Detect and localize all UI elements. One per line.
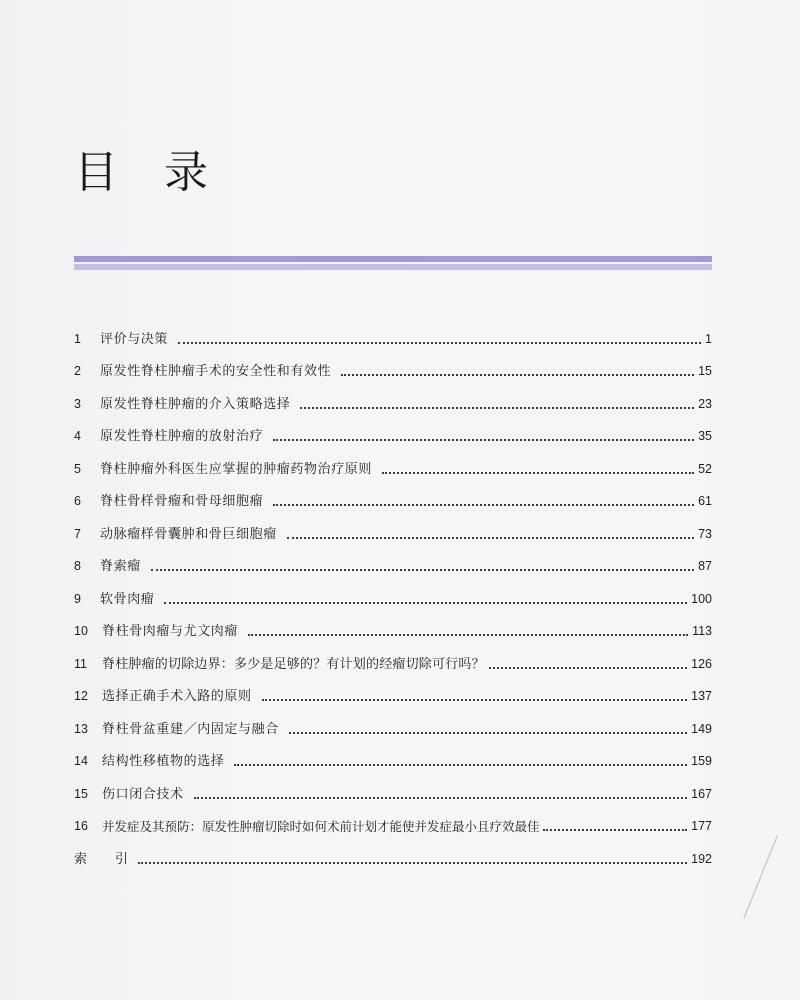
- dot-leader: [489, 666, 687, 669]
- dot-leader: [273, 503, 694, 506]
- toc-entry-16: [74, 804, 712, 837]
- dot-leader: [138, 861, 687, 864]
- toc-entry-13: [74, 706, 712, 739]
- toc-title: 脊柱骨肉瘤与尤文肉瘤: [102, 624, 239, 639]
- toc-index-title: 索引: [74, 851, 157, 867]
- toc-title: 脊索瘤: [100, 559, 141, 574]
- toc-title: 脊柱肿瘤外科医生应掌握的肿瘤药物治疗原则: [100, 461, 373, 477]
- title-bar-light-stripe: [74, 264, 712, 270]
- toc-number: 13: [74, 721, 88, 736]
- toc-number: 3: [74, 396, 81, 411]
- dot-leader: [151, 568, 694, 571]
- toc-number: 7: [74, 526, 81, 541]
- toc-title: 原发性脊柱肿瘤的放射治疗: [100, 429, 264, 444]
- toc-title: 原发性脊柱肿瘤手术的安全性和有效性: [100, 364, 332, 379]
- toc-entry-11: [74, 641, 712, 674]
- toc-page-number: 192: [691, 851, 712, 866]
- dot-leader: [341, 373, 694, 376]
- dot-leader: [543, 828, 688, 831]
- dot-leader: [194, 796, 688, 799]
- toc-title: 并发症及其预防：原发性肿瘤切除时如何术前计划才能使并发症最小且疗效最佳: [102, 819, 540, 834]
- toc-number: 12: [74, 689, 88, 703]
- toc-entry-index: [74, 836, 712, 869]
- toc-entry-15: [74, 771, 712, 804]
- dot-leader: [164, 601, 687, 604]
- toc-page-number: 87: [698, 559, 712, 573]
- toc-page-number: 35: [698, 429, 712, 443]
- toc-number: 10: [74, 624, 88, 638]
- toc-page-number: 159: [691, 754, 712, 768]
- dot-leader: [262, 698, 688, 701]
- toc-entry-2: [74, 349, 712, 382]
- dot-leader: [287, 536, 694, 539]
- page-title: 目录: [74, 147, 254, 198]
- toc-title: 脊柱骨样骨瘤和骨母细胞瘤: [100, 494, 264, 509]
- toc-page-number: 149: [691, 721, 712, 736]
- toc-entry-4: [74, 414, 712, 447]
- toc-entry-7: [74, 511, 712, 544]
- toc-title: 脊柱肿瘤的切除边界：多少是足够的？有计划的经瘤切除可行吗？: [102, 656, 485, 672]
- toc-entry-3: [74, 381, 712, 414]
- toc-title: 选择正确手术入路的原则: [102, 689, 252, 704]
- toc-entry-6: [74, 479, 712, 512]
- toc-entry-5: [74, 446, 712, 479]
- toc-number: 14: [74, 754, 88, 768]
- toc-number: 9: [74, 591, 81, 606]
- dot-leader: [382, 471, 694, 474]
- toc-number: 16: [74, 819, 88, 833]
- toc-page-number: 100: [691, 591, 712, 606]
- toc-entry-9: [74, 576, 712, 609]
- toc-number: 11: [74, 656, 87, 671]
- table-of-contents: [74, 316, 712, 869]
- toc-page-number: 113: [692, 624, 712, 638]
- toc-page-number: 126: [691, 656, 712, 671]
- toc-number: 5: [74, 461, 81, 476]
- dot-leader: [289, 731, 687, 734]
- toc-title: 软骨肉瘤: [100, 591, 155, 607]
- toc-title: 脊柱骨盆重建／内固定与融合: [102, 721, 279, 737]
- dot-leader: [248, 633, 688, 636]
- dot-leader: [178, 341, 701, 344]
- toc-entry-10: [74, 609, 712, 642]
- dot-leader: [300, 406, 694, 409]
- toc-title: 原发性脊柱肿瘤的介入策略选择: [100, 396, 291, 412]
- toc-title: 动脉瘤样骨囊肿和骨巨细胞瘤: [100, 526, 277, 542]
- toc-page-number: 61: [698, 494, 712, 508]
- toc-number: 2: [74, 364, 81, 378]
- toc-number: 4: [74, 429, 81, 443]
- toc-entry-14: [74, 739, 712, 772]
- toc-number: 1: [74, 331, 81, 346]
- toc-page-number: 52: [698, 461, 712, 476]
- toc-entry-8: [74, 544, 712, 577]
- toc-page-number: 137: [691, 689, 712, 703]
- toc-page-number: 167: [691, 786, 712, 801]
- title-bar-dark-stripe: [74, 256, 712, 262]
- toc-title: 评价与决策: [100, 331, 169, 347]
- toc-page-number: 73: [698, 526, 712, 541]
- dot-leader: [234, 763, 687, 766]
- toc-number: 15: [74, 786, 88, 801]
- toc-page-number: 177: [691, 819, 712, 833]
- toc-entry-12: [74, 674, 712, 707]
- toc-title: 结构性移植物的选择: [102, 754, 225, 769]
- toc-page-number: 1: [705, 331, 712, 346]
- toc-entry-1: [74, 316, 712, 349]
- toc-page-number: 23: [698, 396, 712, 411]
- title-underline-bar: [74, 256, 712, 272]
- toc-number: 8: [74, 559, 81, 573]
- dot-leader: [273, 438, 694, 441]
- toc-title: 伤口闭合技术: [102, 786, 184, 802]
- page-edge-mark: [743, 835, 778, 919]
- toc-page-number: 15: [698, 364, 712, 378]
- toc-number: 6: [74, 494, 81, 508]
